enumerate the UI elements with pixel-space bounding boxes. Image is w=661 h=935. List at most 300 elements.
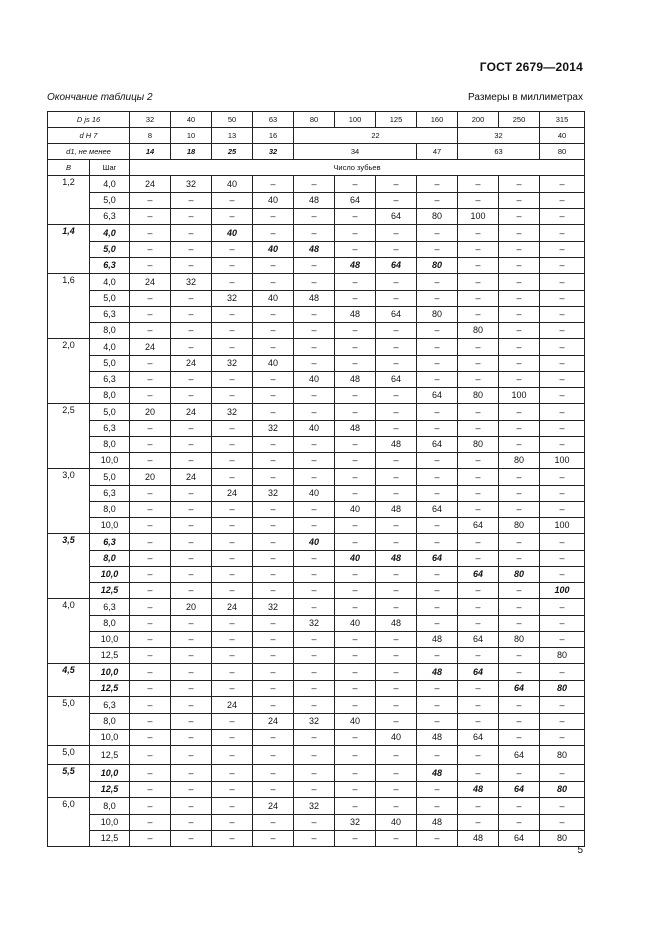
teeth-count-cell: –: [253, 746, 294, 765]
teeth-count-cell: –: [171, 616, 212, 632]
table-row: [48, 798, 585, 815]
teeth-count-cell: –: [171, 815, 212, 831]
teeth-count-cell: 24: [212, 486, 253, 502]
teeth-count-cell: –: [417, 798, 458, 815]
teeth-count-cell: 64: [417, 502, 458, 518]
teeth-count-cell: –: [417, 421, 458, 437]
teeth-count-cell: –: [499, 307, 540, 323]
teeth-count-cell: –: [417, 681, 458, 697]
width-B-cell: 1,2: [48, 176, 90, 225]
teeth-count-cell: –: [171, 486, 212, 502]
teeth-count-cell: –: [458, 599, 499, 616]
teeth-count-cell: –: [212, 274, 253, 291]
teeth-count-cell: –: [458, 798, 499, 815]
teeth-count-cell: –: [253, 815, 294, 831]
pitch-cell: 6,3: [90, 599, 130, 616]
teeth-count-cell: 48: [294, 242, 335, 258]
teeth-count-cell: –: [253, 437, 294, 453]
teeth-count-cell: –: [499, 356, 540, 372]
table-row: [48, 291, 585, 307]
width-B-cell: 2,5: [48, 404, 90, 469]
teeth-count-cell: –: [458, 681, 499, 697]
teeth-count-cell: –: [171, 551, 212, 567]
teeth-count-cell: –: [458, 551, 499, 567]
table-row: [48, 599, 585, 616]
teeth-count-cell: 48: [335, 258, 376, 274]
teeth-count-cell: –: [130, 815, 171, 831]
teeth-count-cell: –: [171, 782, 212, 798]
teeth-count-cell: 40: [294, 372, 335, 388]
table-row: [48, 421, 585, 437]
teeth-count-cell: 20: [130, 404, 171, 421]
teeth-count-cell: –: [499, 437, 540, 453]
teeth-count-cell: –: [294, 583, 335, 599]
teeth-count-cell: –: [294, 469, 335, 486]
teeth-count-cell: –: [253, 831, 294, 847]
teeth-count-cell: –: [294, 437, 335, 453]
teeth-count-cell: 48: [458, 782, 499, 798]
teeth-count-cell: –: [253, 551, 294, 567]
teeth-count-cell: –: [335, 176, 376, 193]
teeth-count-cell: –: [130, 258, 171, 274]
table-row: [48, 258, 585, 274]
teeth-count-cell: –: [376, 404, 417, 421]
teeth-count-cell: 80: [458, 323, 499, 339]
teeth-count-cell: 40: [212, 176, 253, 193]
teeth-count-cell: –: [417, 599, 458, 616]
teeth-count-cell: –: [130, 730, 171, 746]
teeth-count-cell: –: [499, 599, 540, 616]
teeth-count-cell: –: [458, 469, 499, 486]
teeth-count-cell: –: [171, 291, 212, 307]
teeth-count-cell: –: [499, 193, 540, 209]
pitch-cell: 10,0: [90, 765, 130, 782]
teeth-count-cell: –: [171, 681, 212, 697]
teeth-count-cell: –: [171, 323, 212, 339]
D-value: 160: [417, 112, 458, 128]
width-B-cell: 3,5: [48, 534, 90, 599]
d-value: 40: [540, 128, 585, 144]
teeth-count-cell: –: [376, 356, 417, 372]
teeth-count-cell: –: [458, 274, 499, 291]
teeth-count-cell: –: [294, 225, 335, 242]
table-row: [48, 551, 585, 567]
teeth-count-cell: –: [417, 193, 458, 209]
table-row: [48, 388, 585, 404]
teeth-count-cell: –: [130, 193, 171, 209]
teeth-count-cell: –: [130, 372, 171, 388]
teeth-count-cell: –: [335, 518, 376, 534]
teeth-count-cell: 40: [253, 242, 294, 258]
teeth-count-cell: –: [253, 632, 294, 648]
teeth-count-cell: –: [540, 274, 585, 291]
teeth-count-cell: –: [458, 714, 499, 730]
teeth-count-cell: –: [212, 469, 253, 486]
table-row: [48, 176, 585, 193]
pitch-cell: 6,3: [90, 421, 130, 437]
teeth-count-cell: –: [171, 258, 212, 274]
teeth-count-cell: –: [253, 648, 294, 664]
d-value: 8: [130, 128, 171, 144]
teeth-count-cell: 64: [499, 681, 540, 697]
teeth-count-cell: –: [335, 242, 376, 258]
pitch-cell: 5,0: [90, 469, 130, 486]
teeth-count-cell: 24: [130, 176, 171, 193]
teeth-count-cell: –: [253, 583, 294, 599]
teeth-count-cell: 24: [253, 798, 294, 815]
teeth-count-cell: –: [540, 291, 585, 307]
teeth-count-cell: 64: [376, 258, 417, 274]
teeth-count-cell: –: [171, 339, 212, 356]
teeth-count-cell: –: [130, 567, 171, 583]
table-row: [48, 730, 585, 746]
table-row: [48, 616, 585, 632]
teeth-count-cell: –: [540, 567, 585, 583]
teeth-count-cell: –: [499, 664, 540, 681]
teeth-count-cell: –: [335, 632, 376, 648]
teeth-count-cell: –: [212, 567, 253, 583]
teeth-count-cell: –: [499, 697, 540, 714]
teeth-count-cell: –: [130, 291, 171, 307]
teeth-count-cell: –: [294, 648, 335, 664]
teeth-count-cell: 32: [171, 176, 212, 193]
table-row: [48, 356, 585, 372]
teeth-count-cell: –: [540, 388, 585, 404]
teeth-count-cell: –: [171, 714, 212, 730]
teeth-count-cell: –: [376, 798, 417, 815]
teeth-count-cell: –: [130, 551, 171, 567]
teeth-count-cell: 64: [417, 437, 458, 453]
pitch-cell: 12,5: [90, 681, 130, 697]
pitch-cell: 5,0: [90, 242, 130, 258]
teeth-count-cell: –: [458, 372, 499, 388]
teeth-count-cell: –: [376, 242, 417, 258]
teeth-count-cell: 80: [540, 782, 585, 798]
teeth-count-cell: 100: [540, 518, 585, 534]
teeth-count-cell: –: [130, 307, 171, 323]
teeth-count-table: [47, 111, 585, 847]
teeth-count-cell: –: [417, 746, 458, 765]
teeth-count-cell: –: [130, 798, 171, 815]
teeth-count-cell: –: [376, 567, 417, 583]
teeth-count-cell: –: [540, 258, 585, 274]
teeth-count-cell: –: [540, 372, 585, 388]
pitch-cell: 4,0: [90, 274, 130, 291]
teeth-count-cell: –: [253, 567, 294, 583]
teeth-count-cell: –: [540, 323, 585, 339]
teeth-count-cell: 32: [335, 815, 376, 831]
teeth-count-cell: 48: [458, 831, 499, 847]
teeth-count-cell: –: [417, 831, 458, 847]
d1-value: 34: [294, 144, 417, 160]
teeth-count-cell: –: [130, 534, 171, 551]
pitch-cell: 10,0: [90, 453, 130, 469]
teeth-count-cell: –: [294, 502, 335, 518]
teeth-count-cell: –: [171, 209, 212, 225]
table-row: [48, 242, 585, 258]
d-value: 32: [458, 128, 540, 144]
teeth-count-cell: –: [253, 681, 294, 697]
width-B-cell: 1,6: [48, 274, 90, 339]
D-value: 100: [335, 112, 376, 128]
teeth-count-cell: –: [540, 765, 585, 782]
teeth-count-cell: –: [212, 681, 253, 697]
teeth-count-cell: 40: [335, 616, 376, 632]
teeth-count-cell: 48: [294, 291, 335, 307]
teeth-count-cell: –: [335, 567, 376, 583]
teeth-count-cell: –: [294, 209, 335, 225]
teeth-count-cell: –: [335, 404, 376, 421]
table-row: [48, 193, 585, 209]
teeth-count-cell: –: [212, 518, 253, 534]
teeth-count-cell: 48: [335, 421, 376, 437]
teeth-count-cell: –: [376, 664, 417, 681]
table-row: [48, 404, 585, 421]
width-B-cell: 5,0: [48, 697, 90, 746]
table-caption: Окончание таблицы 2: [47, 92, 153, 103]
teeth-count-cell: –: [499, 648, 540, 664]
teeth-count-cell: –: [335, 599, 376, 616]
teeth-count-cell: –: [253, 616, 294, 632]
teeth-count-cell: 80: [499, 632, 540, 648]
teeth-count-cell: –: [376, 291, 417, 307]
teeth-count-cell: –: [458, 225, 499, 242]
teeth-count-cell: –: [212, 831, 253, 847]
teeth-count-cell: –: [417, 274, 458, 291]
teeth-count-cell: 100: [540, 453, 585, 469]
teeth-count-cell: 24: [212, 599, 253, 616]
teeth-count-cell: –: [253, 765, 294, 782]
teeth-count-cell: –: [294, 730, 335, 746]
teeth-count-cell: –: [458, 616, 499, 632]
teeth-count-cell: 48: [376, 551, 417, 567]
teeth-count-cell: –: [171, 534, 212, 551]
teeth-count-cell: –: [376, 746, 417, 765]
teeth-count-cell: –: [212, 437, 253, 453]
teeth-count-cell: –: [540, 502, 585, 518]
d1-value: 63: [458, 144, 540, 160]
teeth-count-cell: –: [376, 599, 417, 616]
teeth-count-cell: –: [458, 176, 499, 193]
teeth-count-cell: 20: [171, 599, 212, 616]
table-row: [48, 502, 585, 518]
D-value: 250: [499, 112, 540, 128]
teeth-count-cell: –: [458, 258, 499, 274]
teeth-count-cell: 40: [253, 193, 294, 209]
pitch-cell: 12,5: [90, 583, 130, 599]
teeth-count-cell: –: [130, 323, 171, 339]
teeth-count-cell: –: [417, 225, 458, 242]
table-row: [48, 567, 585, 583]
table-row: [48, 815, 585, 831]
teeth-count-cell: –: [499, 583, 540, 599]
teeth-count-cell: –: [212, 534, 253, 551]
teeth-count-cell: –: [130, 681, 171, 697]
d1-value: 80: [540, 144, 585, 160]
teeth-count-cell: –: [499, 502, 540, 518]
teeth-count-cell: –: [212, 421, 253, 437]
pitch-cell: 12,5: [90, 648, 130, 664]
table-row: [48, 323, 585, 339]
teeth-count-cell: –: [130, 648, 171, 664]
d-value: 10: [171, 128, 212, 144]
teeth-count-cell: –: [253, 176, 294, 193]
teeth-count-cell: –: [212, 815, 253, 831]
teeth-count-cell: –: [212, 551, 253, 567]
pitch-cell: 10,0: [90, 730, 130, 746]
page-number: 5: [577, 845, 583, 856]
teeth-count-cell: –: [294, 453, 335, 469]
teeth-count-cell: –: [458, 502, 499, 518]
teeth-count-cell: –: [294, 307, 335, 323]
teeth-count-cell: –: [499, 714, 540, 730]
teeth-count-cell: –: [130, 453, 171, 469]
teeth-count-cell: –: [376, 632, 417, 648]
teeth-count-cell: 24: [130, 339, 171, 356]
teeth-count-cell: 64: [458, 664, 499, 681]
teeth-count-cell: –: [376, 388, 417, 404]
teeth-count-cell: 24: [212, 697, 253, 714]
teeth-count-cell: 24: [253, 714, 294, 730]
teeth-count-cell: –: [171, 518, 212, 534]
teeth-count-cell: 80: [540, 648, 585, 664]
teeth-count-cell: 20: [130, 469, 171, 486]
width-B-cell: 2,0: [48, 339, 90, 404]
teeth-count-cell: –: [171, 502, 212, 518]
standard-title: ГОСТ 2679—2014: [479, 60, 583, 74]
teeth-count-cell: –: [540, 815, 585, 831]
table-row: [48, 648, 585, 664]
teeth-count-cell: –: [335, 209, 376, 225]
teeth-count-cell: –: [540, 551, 585, 567]
teeth-count-cell: –: [458, 765, 499, 782]
teeth-count-cell: –: [212, 388, 253, 404]
teeth-count-cell: –: [253, 782, 294, 798]
teeth-count-cell: –: [212, 648, 253, 664]
table-row: [48, 765, 585, 782]
teeth-count-cell: –: [335, 648, 376, 664]
teeth-count-cell: –: [540, 209, 585, 225]
table-row: [48, 664, 585, 681]
teeth-count-cell: –: [417, 242, 458, 258]
table-row: [48, 486, 585, 502]
teeth-count-cell: –: [253, 307, 294, 323]
table-row: [48, 225, 585, 242]
teeth-count-cell: –: [171, 437, 212, 453]
teeth-count-cell: –: [171, 697, 212, 714]
teeth-count-cell: 40: [376, 815, 417, 831]
teeth-count-cell: 40: [212, 225, 253, 242]
teeth-count-cell: –: [417, 339, 458, 356]
teeth-count-cell: –: [212, 714, 253, 730]
units-note: Размеры в миллиметрах: [468, 92, 583, 103]
teeth-count-cell: –: [171, 746, 212, 765]
teeth-count-cell: –: [335, 798, 376, 815]
d1-value: 18: [171, 144, 212, 160]
teeth-count-cell: –: [376, 453, 417, 469]
teeth-count-cell: –: [171, 730, 212, 746]
teeth-count-cell: –: [376, 176, 417, 193]
teeth-count-cell: –: [171, 648, 212, 664]
teeth-count-cell: –: [540, 193, 585, 209]
teeth-count-cell: –: [212, 746, 253, 765]
teeth-count-cell: 40: [294, 486, 335, 502]
teeth-count-cell: –: [294, 518, 335, 534]
teeth-count-cell: 80: [540, 681, 585, 697]
teeth-count-cell: –: [376, 421, 417, 437]
teeth-count-cell: 32: [294, 714, 335, 730]
table-row: [48, 632, 585, 648]
teeth-count-cell: –: [499, 225, 540, 242]
pitch-cell: 6,3: [90, 486, 130, 502]
teeth-count-cell: –: [335, 746, 376, 765]
teeth-count-cell: –: [458, 486, 499, 502]
width-B-cell: 5,0: [48, 746, 90, 765]
teeth-count-cell: –: [171, 583, 212, 599]
teeth-count-cell: –: [130, 421, 171, 437]
teeth-count-cell: 48: [417, 815, 458, 831]
teeth-count-cell: –: [417, 567, 458, 583]
teeth-count-cell: –: [499, 798, 540, 815]
teeth-count-cell: –: [540, 339, 585, 356]
teeth-count-cell: –: [212, 453, 253, 469]
teeth-count-cell: –: [335, 225, 376, 242]
teeth-count-cell: –: [171, 798, 212, 815]
teeth-count-cell: 24: [171, 356, 212, 372]
teeth-count-cell: 64: [376, 307, 417, 323]
teeth-count-cell: –: [499, 176, 540, 193]
teeth-count-cell: –: [212, 258, 253, 274]
pitch-cell: 8,0: [90, 551, 130, 567]
teeth-count-cell: –: [417, 486, 458, 502]
pitch-cell: 12,5: [90, 746, 130, 765]
width-B-cell: 6,0: [48, 798, 90, 847]
teeth-count-cell: 40: [335, 502, 376, 518]
teeth-count-cell: –: [171, 242, 212, 258]
teeth-count-cell: –: [335, 274, 376, 291]
teeth-count-cell: –: [212, 372, 253, 388]
table-row: [48, 697, 585, 714]
width-B-cell: 4,5: [48, 664, 90, 697]
teeth-count-cell: –: [171, 421, 212, 437]
teeth-count-cell: –: [499, 209, 540, 225]
teeth-count-cell: –: [253, 372, 294, 388]
d-value: 16: [253, 128, 294, 144]
teeth-count-cell: –: [540, 632, 585, 648]
teeth-count-cell: –: [376, 193, 417, 209]
table-row: [48, 681, 585, 697]
teeth-count-cell: –: [540, 730, 585, 746]
teeth-count-cell: 32: [171, 274, 212, 291]
teeth-count-cell: –: [253, 453, 294, 469]
teeth-count-cell: 80: [540, 746, 585, 765]
teeth-count-cell: –: [171, 307, 212, 323]
teeth-count-cell: –: [130, 664, 171, 681]
pitch-cell: 8,0: [90, 616, 130, 632]
teeth-count-cell: –: [212, 209, 253, 225]
teeth-count-cell: –: [253, 388, 294, 404]
teeth-count-cell: –: [540, 616, 585, 632]
pitch-cell: 8,0: [90, 323, 130, 339]
table-row: [48, 437, 585, 453]
teeth-count-cell: –: [540, 176, 585, 193]
teeth-count-cell: –: [130, 437, 171, 453]
teeth-count-cell: 64: [458, 730, 499, 746]
teeth-count-cell: –: [130, 388, 171, 404]
D-value: 125: [376, 112, 417, 128]
teeth-count-cell: 32: [253, 486, 294, 502]
teeth-count-cell: –: [294, 274, 335, 291]
